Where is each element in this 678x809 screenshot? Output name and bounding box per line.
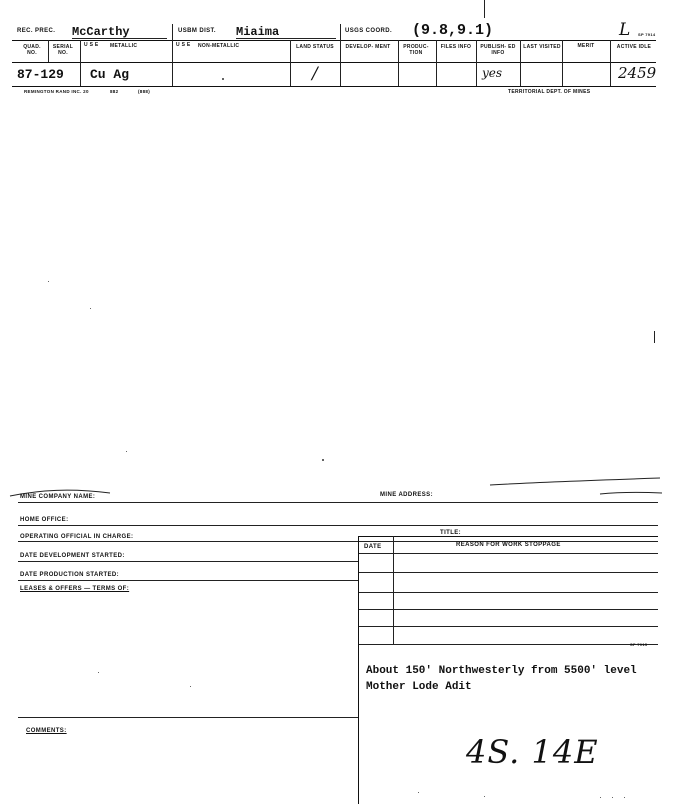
date-production-label: DATE PRODUCTION STARTED:: [20, 572, 120, 578]
table-row-2: [358, 592, 658, 593]
usgs-coord-value: (9.8,9.1): [412, 22, 494, 39]
rec-prec-label: REC. PREC.: [17, 28, 56, 34]
sep-nonmetallic: [290, 40, 291, 86]
quad-header: [16, 44, 48, 56]
printer-code-1: 882: [110, 89, 119, 94]
printer-imprint: REMINGTON RAND INC. 20: [24, 89, 89, 94]
rec-underline: [72, 38, 167, 39]
vertical-divider-main: [358, 536, 359, 804]
sep-prod: [436, 40, 437, 86]
use-label-metallic: U S E: [84, 42, 99, 48]
non-metallic-header: NON-METALLIC: [198, 43, 240, 49]
quad-serial-value: 87-129: [17, 67, 64, 82]
published-info-header: PUBLISH- ED INFO: [480, 44, 516, 56]
card-top-edge: [0, 468, 678, 504]
usgs-coord-label: USGS COORD.: [345, 28, 393, 34]
sep-quad: [48, 40, 49, 62]
metallic-value: Cu Ag: [90, 67, 130, 82]
table-row-4: [358, 626, 658, 627]
rule-prod: [18, 580, 358, 581]
sep-last: [562, 40, 563, 86]
date-header: DATE: [364, 544, 382, 550]
rule-official: [18, 541, 658, 542]
land-status-header: LAND STATUS: [296, 44, 334, 50]
speck: [126, 451, 127, 452]
vertical-divider-date: [393, 536, 394, 644]
top-tick: [484, 0, 485, 18]
leases-label: LEASES & OFFERS — TERMS OF:: [20, 586, 130, 592]
home-office-label: HOME OFFICE:: [20, 517, 69, 523]
last-visited-header: LAST VISITED: [523, 44, 561, 50]
rule-table-header: [358, 553, 658, 554]
comments-label: COMMENTS:: [26, 728, 67, 734]
dept-imprint: TERRITORIAL DEPT. OF MINES: [508, 89, 591, 95]
active-idle-header: ACTIVE IDLE: [616, 44, 652, 50]
usbm-dist-label: USBM DIST.: [178, 28, 217, 34]
operating-official-label: OPERATING OFFICIAL IN CHARGE:: [20, 534, 134, 540]
serial-header: [48, 44, 78, 56]
published-info-value: yes: [482, 66, 503, 80]
metallic-header: METALLIC: [110, 43, 138, 49]
reason-header: REASON FOR WORK STOPPAGE: [456, 542, 561, 548]
use-label-nonmetallic: U S E: [176, 42, 191, 48]
rule-row1: [12, 40, 656, 41]
mine-address-label: MINE ADDRESS:: [380, 492, 433, 498]
sep-metallic: [172, 40, 173, 86]
serial-label: SERIAL: [52, 44, 74, 50]
rule-comments: [18, 717, 358, 718]
speck: [190, 686, 191, 687]
sep-pub: [520, 40, 521, 86]
title-label: TITLE:: [440, 530, 462, 536]
location-line-1: About 150' Northwesterly from 5500' level: [366, 665, 637, 677]
sep-merit: [610, 40, 611, 86]
corner-mark: L: [619, 20, 631, 40]
speck: [98, 672, 99, 673]
speck: [222, 78, 224, 80]
usbm-dist-value: Miaima: [236, 25, 280, 39]
handwritten-township: 4S. 14E: [466, 733, 599, 771]
development-header: DEVELOP- MENT: [345, 44, 391, 50]
speck: [612, 797, 613, 798]
location-line-2: Mother Lode Adit: [366, 681, 472, 693]
dist-underline: [236, 38, 336, 39]
merit-header: MERIT: [577, 43, 595, 49]
speck: [418, 792, 419, 793]
serial-no-label: NO.: [58, 50, 68, 56]
rule-table-top: [358, 536, 658, 537]
table-row-3: [358, 609, 658, 610]
form-number-top: SP 7914: [638, 32, 656, 37]
speck: [600, 797, 601, 798]
sep-serial: [80, 40, 81, 86]
rule-company: [18, 502, 658, 503]
speck: [90, 308, 91, 309]
speck: [624, 797, 625, 798]
sep-land: [340, 40, 341, 86]
sep-r1-a: [172, 24, 173, 40]
sep-dev: [398, 40, 399, 86]
active-idle-value: 2459: [618, 64, 657, 82]
rule-home: [18, 525, 658, 526]
quad-no-label: NO.: [27, 50, 37, 56]
files-info-header: FILES INFO: [440, 44, 472, 50]
mine-company-name-label: MINE COMPANY NAME:: [20, 494, 96, 500]
edge-mark: [654, 331, 655, 343]
table-row-5: [358, 644, 658, 645]
rule-row3: [12, 86, 656, 87]
land-status-value: /: [312, 64, 318, 84]
rule-row2: [12, 62, 656, 63]
table-row-1: [358, 572, 658, 573]
sep-files: [476, 40, 477, 86]
speck: [322, 459, 324, 461]
production-header: PRODUC- TION: [403, 44, 429, 56]
quad-label: QUAD.: [23, 44, 41, 50]
form-number-bottom: SP 7915: [630, 642, 648, 647]
speck: [48, 281, 49, 282]
date-development-label: DATE DEVELOPMENT STARTED:: [20, 553, 125, 559]
speck: [484, 796, 485, 797]
rule-dev: [18, 561, 358, 562]
printer-code-2: (888): [138, 89, 151, 94]
sep-r1-b: [340, 24, 341, 40]
rec-prec-value: McCarthy: [72, 25, 130, 39]
